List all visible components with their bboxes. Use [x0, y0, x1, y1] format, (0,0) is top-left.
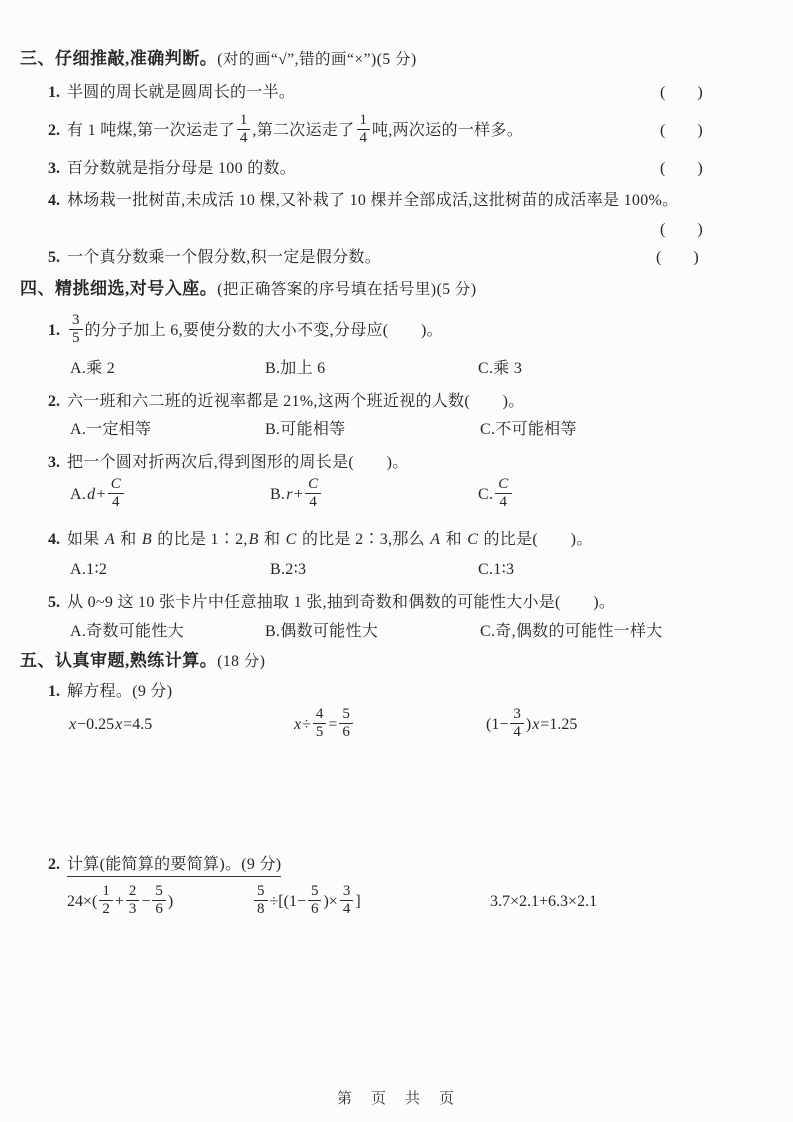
section-5-note: (18 分)	[217, 653, 266, 670]
variable: d	[87, 486, 96, 503]
operator: +	[114, 893, 124, 910]
term: ÷[(1−	[269, 893, 306, 910]
question-text: 百分数就是指分母是 100 的数。	[67, 160, 297, 177]
fraction	[254, 884, 268, 919]
option-c[interactable]	[478, 472, 514, 518]
fraction	[510, 707, 524, 742]
option-c[interactable]: C.奇,偶数的可能性一样大	[480, 623, 663, 640]
subsection-title: 解方程。(9 分)	[67, 683, 173, 700]
fraction-numerator: C	[305, 477, 321, 495]
operator: ÷	[302, 716, 311, 733]
option-c[interactable]: C.乘 3	[478, 360, 523, 377]
fraction-numerator: 3	[340, 884, 354, 902]
option-b[interactable]: B.加上 6	[265, 360, 326, 377]
fraction-denominator: 2	[102, 901, 110, 918]
judge-q4	[0, 190, 793, 212]
section-3-heading	[0, 48, 793, 71]
equation-row	[0, 700, 793, 750]
choice-q3-options	[0, 472, 793, 518]
option-a[interactable]: A.乘 2	[70, 360, 116, 377]
question-number: 2.	[48, 856, 60, 873]
question-number: 2.	[48, 393, 60, 410]
equation-2	[293, 700, 355, 750]
fraction-denominator: 4	[112, 494, 120, 511]
text-segment: 的比是( )。	[479, 531, 593, 548]
option-a[interactable]: A.奇数可能性大	[70, 623, 184, 640]
term: 24×(	[67, 893, 98, 910]
fraction	[340, 884, 354, 919]
question-number: 3.	[48, 160, 60, 177]
option-c[interactable]: C.1∶3	[478, 561, 515, 578]
term: −0.25	[77, 716, 115, 733]
term: =1.25	[540, 716, 578, 733]
fraction	[69, 313, 83, 348]
fraction	[126, 884, 140, 919]
fraction-numerator: 5	[152, 884, 166, 902]
fraction-denominator: 4	[513, 724, 521, 741]
option-b[interactable]: B.偶数可能性大	[265, 623, 379, 640]
text-segment: 和	[259, 531, 285, 548]
option-label: C.	[478, 486, 494, 503]
answer-bracket[interactable]: ( )	[660, 84, 703, 101]
section-4-heading	[0, 278, 793, 301]
operator: +	[96, 486, 106, 503]
fraction-numerator: 1	[99, 884, 113, 902]
text-segment: 的比是 1∶2,	[152, 531, 248, 548]
fraction-denominator: 4	[359, 130, 368, 147]
section-4-title: 四、精挑细选,对号入座。	[20, 279, 218, 298]
answer-bracket[interactable]: ( )	[660, 160, 703, 177]
question-text-part: 吨,两次运的一样多。	[372, 122, 524, 139]
question-text: 的分子加上 6,要使分数的大小不变,分母应( )。	[84, 322, 443, 339]
section-5-title: 五、认真审题,熟练计算。	[20, 651, 218, 670]
fraction	[237, 113, 251, 148]
question-text-part: ,第二次运走了	[252, 122, 355, 139]
fraction-denominator: 6	[342, 724, 350, 741]
fraction-denominator: 4	[239, 130, 248, 147]
question-text: 半圆的周长就是圆周长的一半。	[67, 84, 296, 101]
question-text: 林场栽一批树苗,未成活 10 棵,又补栽了 10 棵并全部成活,这批树苗的成活率是 100%。	[67, 192, 679, 209]
fraction-denominator: 5	[72, 330, 80, 347]
fraction-numerator: 5	[339, 707, 353, 725]
question-number: 5.	[48, 249, 60, 266]
text-segment: 和	[115, 531, 141, 548]
fraction	[357, 113, 371, 148]
variable: r	[286, 486, 293, 503]
judge-q1	[0, 82, 793, 104]
variable: A	[430, 531, 441, 548]
term: (1−	[486, 716, 509, 733]
section-4-note: (把正确答案的序号填在括号里)(5 分)	[217, 281, 477, 298]
fraction	[152, 884, 166, 919]
question-number: 4.	[48, 192, 60, 209]
answer-bracket[interactable]: ( )	[660, 221, 703, 238]
fraction	[305, 477, 321, 512]
question-number: 1.	[48, 683, 60, 700]
choice-q1	[0, 308, 793, 354]
fraction-denominator: 5	[315, 724, 324, 741]
term: )	[167, 893, 174, 910]
section-3-note: (对的画“√”,错的画“×”)(5 分)	[217, 51, 417, 68]
choice-q3	[0, 452, 793, 474]
option-label: B.	[270, 486, 286, 503]
fraction	[308, 884, 322, 919]
option-b[interactable]: B.可能相等	[265, 421, 346, 438]
calc-sub2-heading	[0, 854, 793, 876]
operator: +	[293, 486, 304, 503]
fraction-numerator: C	[495, 477, 511, 495]
equation-3	[486, 700, 577, 750]
fraction-numerator: 4	[313, 707, 327, 725]
answer-bracket[interactable]: ( )	[656, 249, 699, 266]
text-segment: 和	[441, 531, 467, 548]
fraction-denominator: 3	[128, 901, 137, 918]
equation-1	[68, 700, 152, 750]
question-text	[67, 531, 593, 548]
option-c[interactable]: C.不可能相等	[480, 421, 577, 438]
question-text: 从 0~9 这 10 张卡片中任意抽取 1 张,抽到奇数和偶数的可能性大小是( )。	[67, 594, 616, 611]
fraction	[108, 477, 124, 512]
variable: C	[285, 531, 297, 548]
fraction-numerator: 3	[69, 313, 83, 331]
fraction-numerator: 5	[254, 884, 268, 902]
expression-2	[252, 876, 361, 928]
judge-q2	[0, 108, 793, 154]
variable: x	[532, 716, 540, 733]
fraction-numerator: 2	[126, 884, 140, 902]
term: ]	[355, 893, 361, 910]
choice-q2	[0, 391, 793, 413]
fraction	[339, 707, 353, 742]
operator: =	[328, 716, 338, 733]
question-text: 一个真分数乘一个假分数,积一定是假分数。	[67, 249, 382, 266]
fraction	[495, 477, 511, 512]
term: )	[525, 716, 532, 733]
question-text-part: 有 1 吨煤,第一次运走了	[67, 122, 235, 139]
option-a[interactable]: A.1∶2	[70, 561, 108, 578]
question-text: 把一个圆对折两次后,得到图形的周长是( )。	[67, 454, 409, 471]
operator: −	[141, 893, 151, 910]
option-b[interactable]: B.2∶3	[270, 561, 307, 578]
fraction	[99, 884, 113, 919]
question-number: 5.	[48, 594, 60, 611]
fraction-denominator: 6	[310, 901, 319, 918]
option-label: A.	[70, 486, 87, 503]
variable: B	[141, 531, 152, 548]
expression-row	[0, 876, 793, 928]
expression-3: 3.7×2.1+6.3×2.1	[490, 893, 598, 910]
answer-bracket[interactable]: ( )	[660, 122, 703, 139]
choice-q4	[0, 529, 793, 551]
choice-q5	[0, 592, 793, 614]
option-a[interactable]	[70, 472, 126, 518]
fraction-numerator: 5	[308, 884, 322, 902]
variable: B	[248, 531, 259, 548]
judge-q3	[0, 158, 793, 180]
judge-q5	[0, 247, 793, 269]
fraction-numerator: 1	[237, 113, 251, 131]
question-number: 3.	[48, 454, 60, 471]
variable: x	[69, 716, 77, 733]
fraction-numerator: 3	[510, 707, 524, 725]
section-5-heading	[0, 650, 793, 673]
option-b[interactable]	[270, 472, 323, 518]
text-segment: 的比是 2∶3,那么	[297, 531, 430, 548]
variable: C	[467, 531, 479, 548]
option-a[interactable]: A.一定相等	[70, 421, 152, 438]
subsection-title: 计算(能简算的要简算)。(9 分)	[67, 856, 281, 877]
fraction-denominator: 4	[499, 494, 508, 511]
text-segment: 如果	[67, 531, 104, 548]
fraction-denominator: 8	[257, 901, 265, 918]
expression-1	[67, 876, 173, 928]
page-footer: 第 页 共 页	[336, 1091, 456, 1107]
term: =4.5	[123, 716, 153, 733]
fraction	[313, 707, 327, 742]
fraction-denominator: 6	[155, 901, 163, 918]
question-number: 1.	[48, 322, 60, 339]
variable: A	[104, 531, 115, 548]
fraction-denominator: 4	[342, 901, 351, 918]
variable: x	[294, 716, 302, 733]
section-3-title: 三、仔细推敲,准确判断。	[20, 49, 218, 68]
fraction-denominator: 4	[309, 494, 318, 511]
question-number: 2.	[48, 122, 60, 139]
variable: x	[115, 716, 123, 733]
fraction-numerator: 1	[357, 113, 371, 131]
question-number: 1.	[48, 84, 60, 101]
term: )×	[323, 893, 338, 910]
question-number: 4.	[48, 531, 60, 548]
fraction-numerator: C	[108, 477, 124, 495]
question-text: 六一班和六二班的近视率都是 21%,这两个班近视的人数( )。	[67, 393, 525, 410]
